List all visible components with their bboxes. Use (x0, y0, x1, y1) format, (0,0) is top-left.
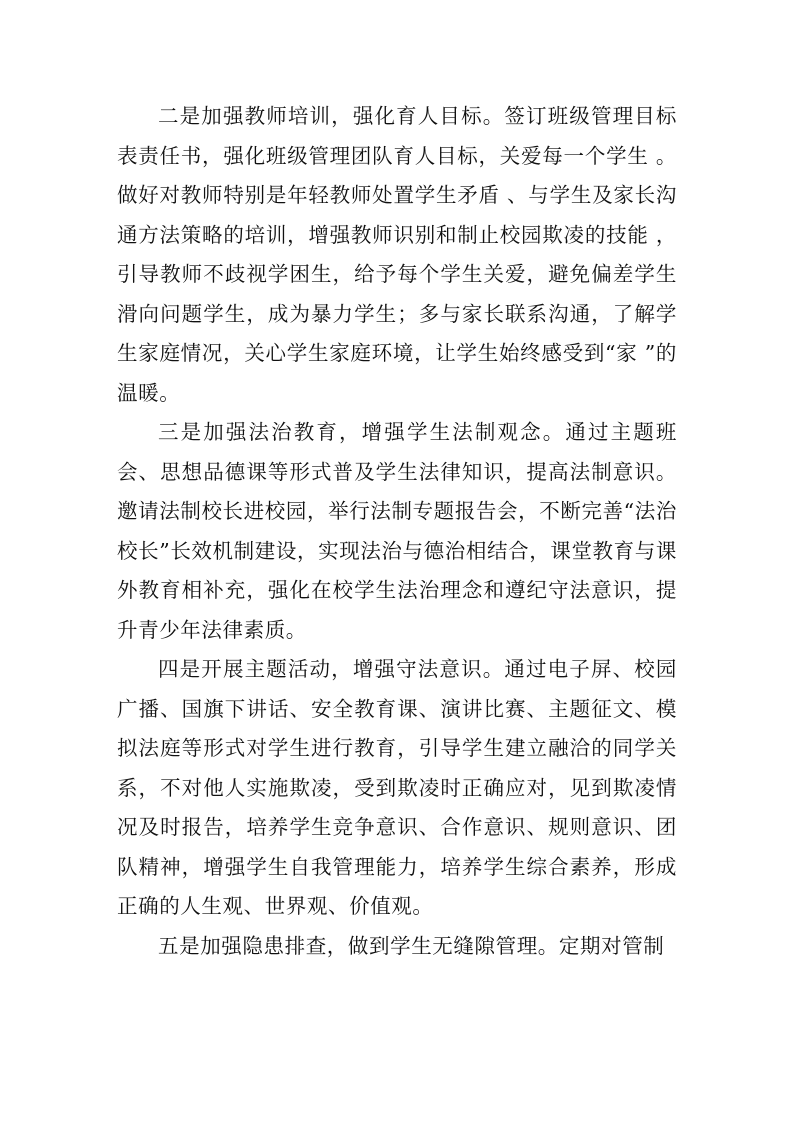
paragraph-legal-education: 三是加强法治教育，增强学生法制观念。通过主题班会、思想品德课等形式普及学生法律知识，提高法制意识。邀请法制校长进校园，举行法制专题报告会，不断完善“法治校长”长效机制建设，实现法治与德治相结合，课堂教育与课外教育相补充，强化在校学生法治理念和遵纪守法意识，提升青少年法律素质。 (117, 420, 677, 642)
paragraph-teacher-training: 二是加强教师培训，强化育人目标。签订班级管理目标表责任书，强化班级管理团队育人目标，关爱每一个学生 。做好对教师特别是年轻教师处置学生矛盾 、与学生及家长沟通方法策略的培训，增强教师识别和制止校园欺凌的技能 ，引导教师不歧视学困生，给予每个学生关爱，避免偏差学生滑向问题学生，成为暴力学生；多与家长联系沟通，了解学生家庭情况，关心学生家庭环境，让学生始终感受到“家 ”的温暖。 (117, 104, 677, 405)
document-body (117, 97, 677, 966)
paragraph-theme-activities: 四是开展主题活动，增强守法意识。通过电子屏、校园广播、国旗下讲话、安全教育课、演讲比赛、主题征文、模拟法庭等形式对学生进行教育，引导学生建立融洽的同学关系，不对他人实施欺凌，受到欺凌时正确应对，见到欺凌情况及时报告，培养学生竞争意识、合作意识、规则意识、团队精神，增强学生自我管理能力，培养学生综合素养，形成正确的人生观、世界观、价值观。 (117, 657, 677, 918)
paragraph-hazard-inspection: 五是加强隐患排查，做到学生无缝隙管理。定期对管制 (158, 933, 665, 958)
